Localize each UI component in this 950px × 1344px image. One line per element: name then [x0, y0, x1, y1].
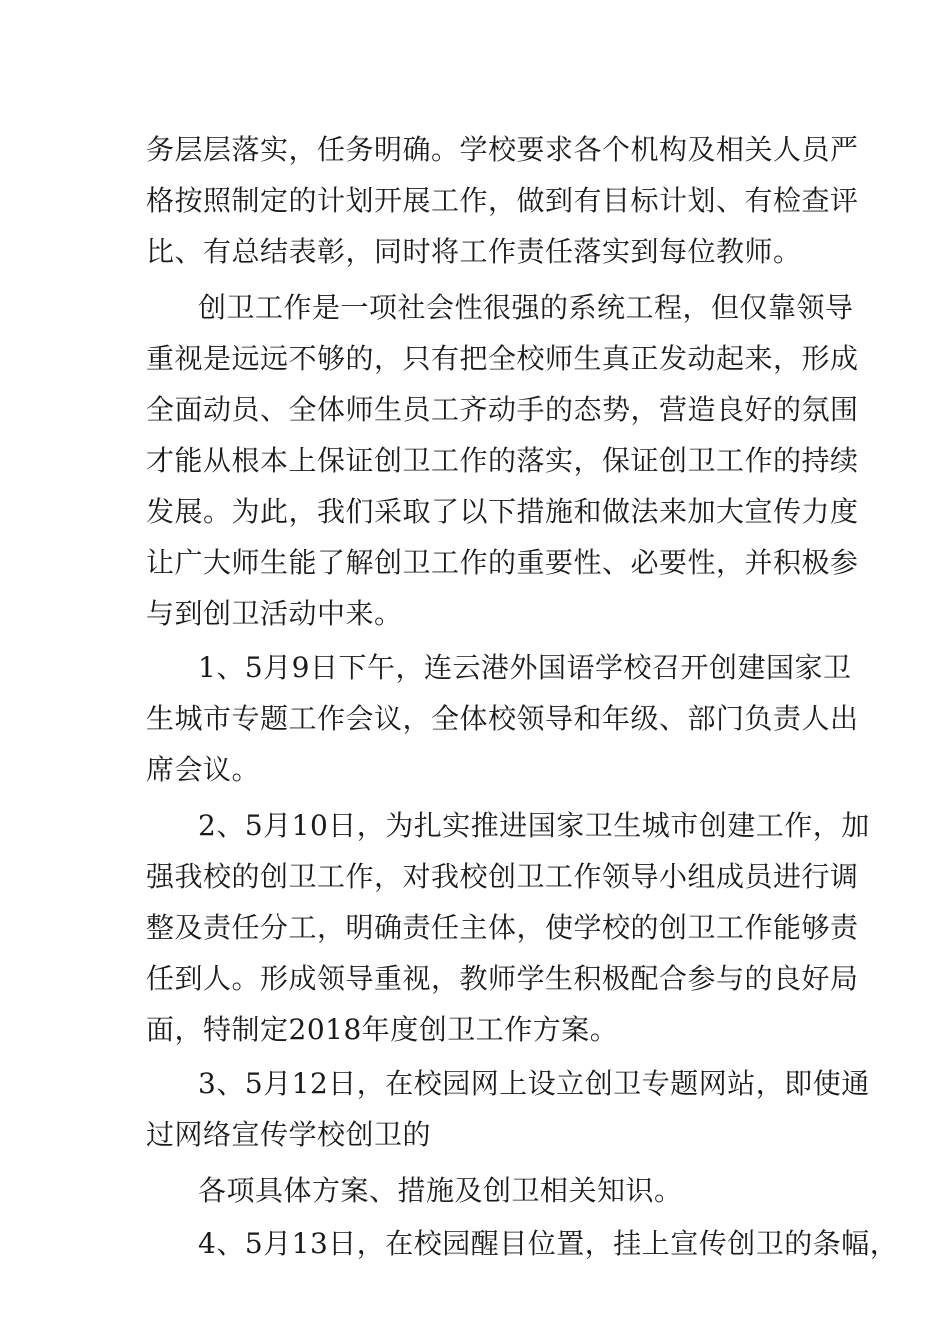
text-line: 创卫工作是一项社会性很强的系统工程，但仅靠领导: [198, 291, 854, 324]
text-line: 3、5月12日，在校园网上设立创卫专题网站，即使通: [198, 1067, 870, 1100]
text-line: 面，特制定2018年度创卫工作方案。: [146, 1013, 619, 1046]
text-line: 生城市专题工作会议，全体校领导和年级、部门负责人出: [146, 702, 859, 735]
text-line: 让广大师生能了解创卫工作的重要性、必要性，并积极参: [146, 546, 859, 579]
text-line: 格按照制定的计划开展工作，做到有目标计划、有检查评: [146, 184, 859, 217]
text-line: 务层层落实，任务明确。学校要求各个机构及相关人员严: [146, 133, 859, 166]
text-line: 重视是远远不够的，只有把全校师生真正发动起来，形成: [146, 342, 859, 375]
text-line: 与到创卫活动中来。: [146, 597, 403, 630]
text-line: 过网络宣传学校创卫的: [146, 1118, 432, 1151]
text-line: 1、5月9日下午，连云港外国语学校召开创建国家卫: [198, 651, 852, 684]
text-line: 强我校的创卫工作，对我校创卫工作领导小组成员进行调: [146, 860, 859, 893]
text-line: 比、有总结表彰，同时将工作责任落实到每位教师。: [146, 235, 802, 268]
text-line: 全面动员、全体师生员工齐动手的态势，营造良好的氛围: [146, 393, 859, 426]
text-line: 才能从根本上保证创卫工作的落实，保证创卫工作的持续: [146, 444, 859, 477]
text-line: 整及责任分工，明确责任主体，使学校的创卫工作能够责: [146, 911, 859, 944]
text-line: 各项具体方案、措施及创卫相关知识。: [198, 1174, 683, 1207]
text-line: 席会议。: [146, 753, 261, 786]
text-line: 任到人。形成领导重视，教师学生积极配合参与的良好局: [146, 962, 859, 995]
text-line: 2、5月10日，为扎实推进国家卫生城市创建工作，加: [198, 809, 870, 842]
text-line: 4、5月13日，在校园醒目位置，挂上宣传创卫的条幅，: [198, 1227, 899, 1260]
text-line: 发展。为此，我们采取了以下措施和做法来加大宣传力度: [146, 495, 859, 528]
